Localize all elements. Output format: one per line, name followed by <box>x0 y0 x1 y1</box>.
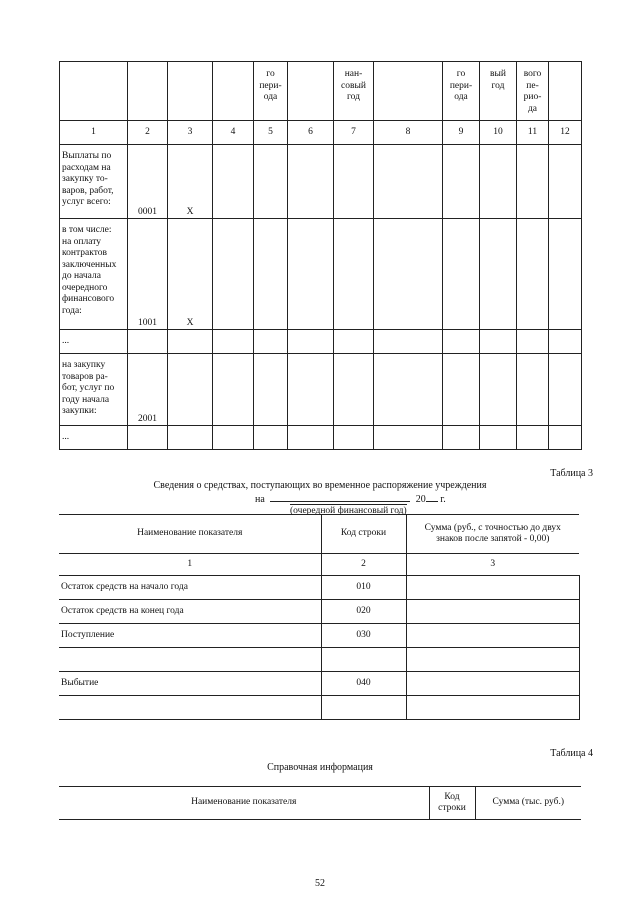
table-row <box>59 672 579 696</box>
indicator-sum <box>406 624 579 648</box>
table4-header-name: Наименование показателя <box>59 787 429 820</box>
indicator-code <box>321 696 406 720</box>
year-prefix: 20 <box>415 494 426 505</box>
row-code: 1001 <box>128 219 168 330</box>
header-cell-9: го пери- ода <box>443 62 480 121</box>
indicator-code: 020 <box>321 600 406 624</box>
colnum-1: 1 <box>60 121 128 145</box>
row-label: Выплаты по расходам на закупку то- варов, работ, услуг всего: <box>60 145 128 219</box>
colnum-5: 5 <box>254 121 288 145</box>
indicator-code: 030 <box>321 624 406 648</box>
row-mark: X <box>168 145 213 219</box>
header-cell-5: го пери- ода <box>254 62 288 121</box>
year-blank <box>426 492 438 502</box>
period-subnote: (очередной финансовый год) <box>290 506 407 516</box>
indicator-sum <box>406 696 579 720</box>
colnum-2: 2 <box>128 121 168 145</box>
temporary-funds-table <box>59 514 580 720</box>
row-label: на закупку товаров ра- бот, услуг по году начала закупки: <box>60 354 128 426</box>
reference-info-table <box>59 786 581 820</box>
header-cell-6 <box>288 62 334 121</box>
table-row <box>60 426 582 450</box>
table-row <box>60 145 582 219</box>
colnum-3: 3 <box>168 121 213 145</box>
header-cell-12 <box>549 62 582 121</box>
table3-colnum-2: 2 <box>321 554 406 576</box>
row-label: в том числе: на оплату контрактов заключенных до начала очередного финансового года: <box>60 219 128 330</box>
expenditure-table <box>59 61 582 450</box>
indicator-code: 040 <box>321 672 406 696</box>
table-row <box>60 330 582 354</box>
column-number-row <box>60 121 582 145</box>
indicator-sum <box>406 576 579 600</box>
table4-title: Справочная информация <box>267 762 373 773</box>
table-row <box>60 354 582 426</box>
colnum-7: 7 <box>334 121 374 145</box>
row-mark <box>168 426 213 450</box>
header-cell-4 <box>213 62 254 121</box>
row-label: ... <box>60 330 128 354</box>
table-row <box>59 648 579 672</box>
row-code <box>128 426 168 450</box>
expenditure-header-row <box>60 62 582 121</box>
colnum-8: 8 <box>374 121 443 145</box>
colnum-12: 12 <box>549 121 582 145</box>
table3-title: Сведения о средствах, поступающих во временное распоряжение учреждения <box>153 480 487 491</box>
header-cell-8 <box>374 62 443 121</box>
colnum-10: 10 <box>480 121 517 145</box>
row-code: 2001 <box>128 354 168 426</box>
header-cell-10: вый год <box>480 62 517 121</box>
period-on-prefix: на <box>255 494 265 505</box>
period-blank <box>270 492 410 502</box>
table4-header-sum: Сумма (тыс. руб.) <box>475 787 581 820</box>
header-cell-11: вого пе- рио- да <box>517 62 549 121</box>
indicator-sum <box>406 648 579 672</box>
table3-header-code: Код строки <box>321 515 406 554</box>
row-code <box>128 330 168 354</box>
colnum-11: 11 <box>517 121 549 145</box>
colnum-6: 6 <box>288 121 334 145</box>
table3-colnum-3: 3 <box>406 554 579 576</box>
table-row <box>59 624 579 648</box>
indicator-sum <box>406 600 579 624</box>
indicator-name <box>59 696 321 720</box>
table3-header-row <box>59 515 579 554</box>
row-label: ... <box>60 426 128 450</box>
table4-header-row <box>59 787 581 820</box>
indicator-name <box>59 648 321 672</box>
year-suffix: г. <box>440 494 446 505</box>
indicator-name: Выбытие <box>59 672 321 696</box>
table-row <box>59 600 579 624</box>
row-mark <box>168 330 213 354</box>
indicator-sum <box>406 672 579 696</box>
colnum-4: 4 <box>213 121 254 145</box>
table4-header-code: Код строки <box>429 787 475 820</box>
header-cell-7: нан- совый год <box>334 62 374 121</box>
page-number: 52 <box>315 878 325 889</box>
header-cell-3 <box>168 62 213 121</box>
header-cell-2 <box>128 62 168 121</box>
row-code: 0001 <box>128 145 168 219</box>
row-mark: X <box>168 219 213 330</box>
header-cell-1 <box>60 62 128 121</box>
table-row <box>59 576 579 600</box>
indicator-code: 010 <box>321 576 406 600</box>
colnum-9: 9 <box>443 121 480 145</box>
table3-header-sum: Сумма (руб., с точностью до двух знаков после запятой - 0,00) <box>406 515 579 554</box>
indicator-code <box>321 648 406 672</box>
table-row <box>60 219 582 330</box>
table4-label: Таблица 4 <box>550 748 593 759</box>
table3-colnum-1: 1 <box>59 554 321 576</box>
indicator-name: Остаток средств на начало года <box>59 576 321 600</box>
table3-label: Таблица 3 <box>550 468 593 479</box>
table3-header-name: Наименование показателя <box>59 515 321 554</box>
indicator-name: Поступление <box>59 624 321 648</box>
table3-colnum-row <box>59 554 579 576</box>
table-row <box>59 696 579 720</box>
indicator-name: Остаток средств на конец года <box>59 600 321 624</box>
row-mark <box>168 354 213 426</box>
